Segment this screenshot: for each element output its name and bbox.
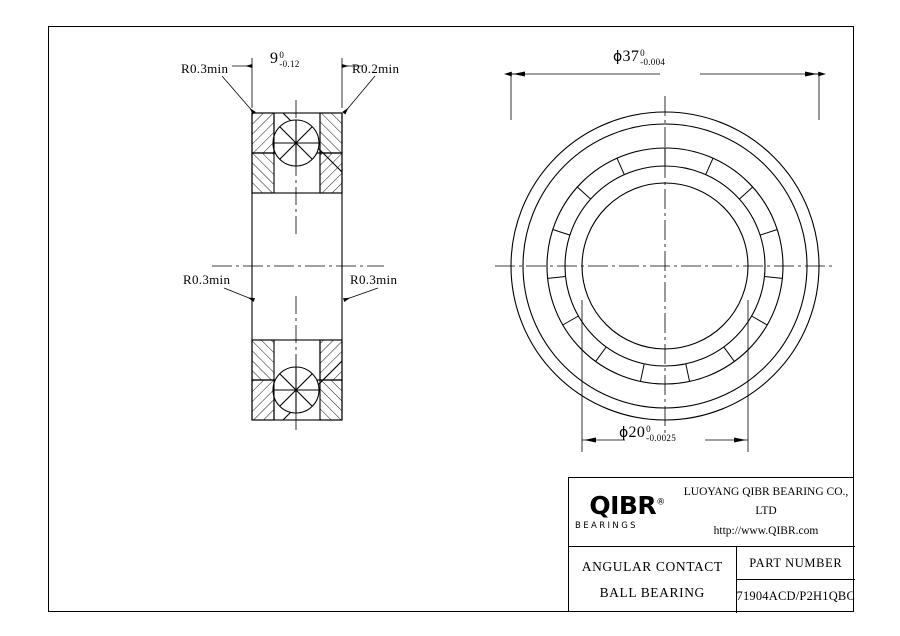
brand-logo (569, 493, 681, 531)
logo-text: QIBR (589, 491, 657, 520)
bore-nominal: 20 (628, 424, 646, 441)
part-number-value: 71904ACD/P2H1QBC (736, 589, 855, 603)
bearing-type (569, 547, 737, 613)
bore-tolerance: 0 -0.0025 (646, 423, 677, 444)
radius-label-bottom-right: R0.3min (350, 272, 398, 287)
center-lines-right (495, 96, 836, 436)
logo-wordmark (589, 493, 664, 518)
width-dimension-label (270, 50, 300, 69)
bearing-type-line2: BALL BEARING (599, 585, 705, 600)
title-block-body (569, 546, 855, 613)
logo-subtitle: BEARINGS (575, 521, 638, 531)
company-name: LUOYANG QIBR BEARING CO., LTD (683, 485, 849, 518)
section-view-left (252, 113, 342, 420)
width-nominal: 9 (270, 50, 279, 67)
registered-trademark-icon: ® (656, 497, 665, 508)
width-tolerance: 0 -0.12 (279, 49, 300, 70)
radius-label-bottom-left: R0.3min (183, 272, 231, 287)
radius-label-top-left: R0.3min (181, 61, 229, 76)
od-nominal: 37 (622, 48, 640, 65)
part-number-header: PART NUMBER (737, 547, 856, 580)
phi-symbol-bore: ϕ (619, 425, 629, 441)
company-website[interactable]: http://www.QIBR.com (713, 524, 819, 537)
company-info (681, 483, 855, 542)
bore-diameter-label (619, 424, 676, 443)
outer-diameter-label (613, 48, 665, 67)
part-number-cell (737, 547, 856, 613)
title-block-header (569, 478, 855, 546)
od-tolerance: 0 -0.004 (640, 47, 666, 68)
phi-symbol-od: ϕ (613, 49, 623, 65)
title-block (568, 477, 854, 612)
radius-label-top-right: R0.2min (352, 61, 400, 76)
bearing-type-line1: ANGULAR CONTACT (581, 558, 723, 574)
